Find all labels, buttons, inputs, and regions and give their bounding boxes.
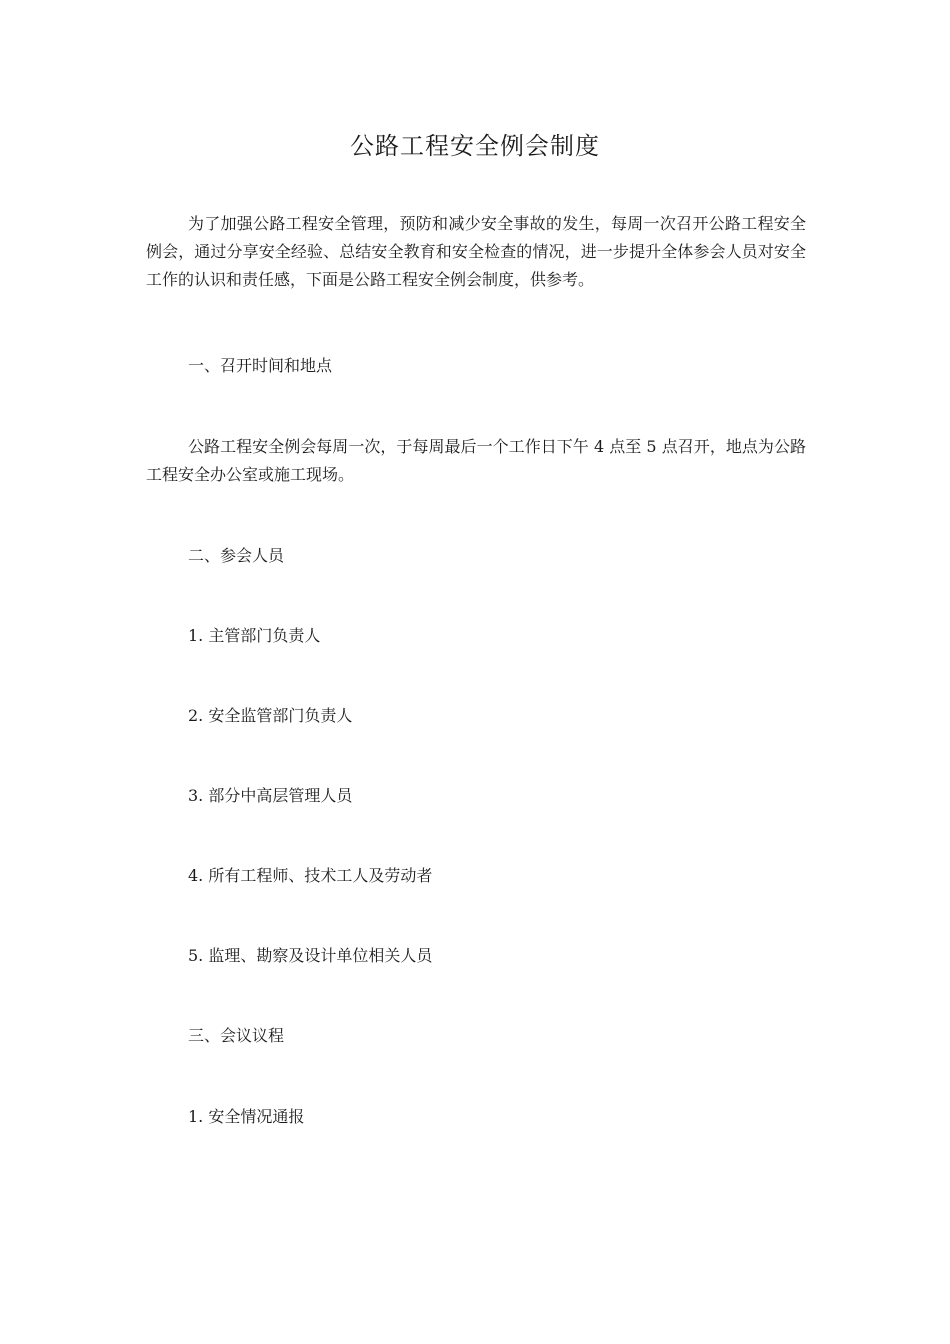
attendee-item: 5. 监理、勘察及设计单位相关人员	[188, 946, 433, 965]
attendee-item: 2. 安全监管部门负责人	[188, 706, 353, 725]
section-heading-time-place: 一、召开时间和地点	[188, 356, 333, 375]
attendee-item: 3. 部分中高层管理人员	[188, 786, 353, 805]
section-heading-attendees: 二、参会人员	[188, 546, 285, 565]
agenda-item: 1. 安全情况通报	[188, 1107, 305, 1126]
time-place-paragraph: 公路工程安全例会每周一次，于每周最后一个工作日下午 4 点至 5 点召开，地点为公路工程安全办公室或施工现场。	[146, 437, 806, 484]
intro-paragraph: 为了加强公路工程安全管理，预防和减少安全事故的发生，每周一次召开公路工程安全例会，通过分享安全经验、总结安全教育和安全检查的情况，进一步提升全体参会人员对安全工作的认识和责任感，下面是公路工程安全例会制度，供参考。	[146, 214, 806, 289]
attendee-item: 1. 主管部门负责人	[188, 626, 321, 645]
attendee-item: 4. 所有工程师、技术工人及劳动者	[188, 866, 433, 885]
document-title: 公路工程安全例会制度	[350, 132, 600, 160]
section-heading-agenda: 三、会议议程	[188, 1026, 285, 1045]
